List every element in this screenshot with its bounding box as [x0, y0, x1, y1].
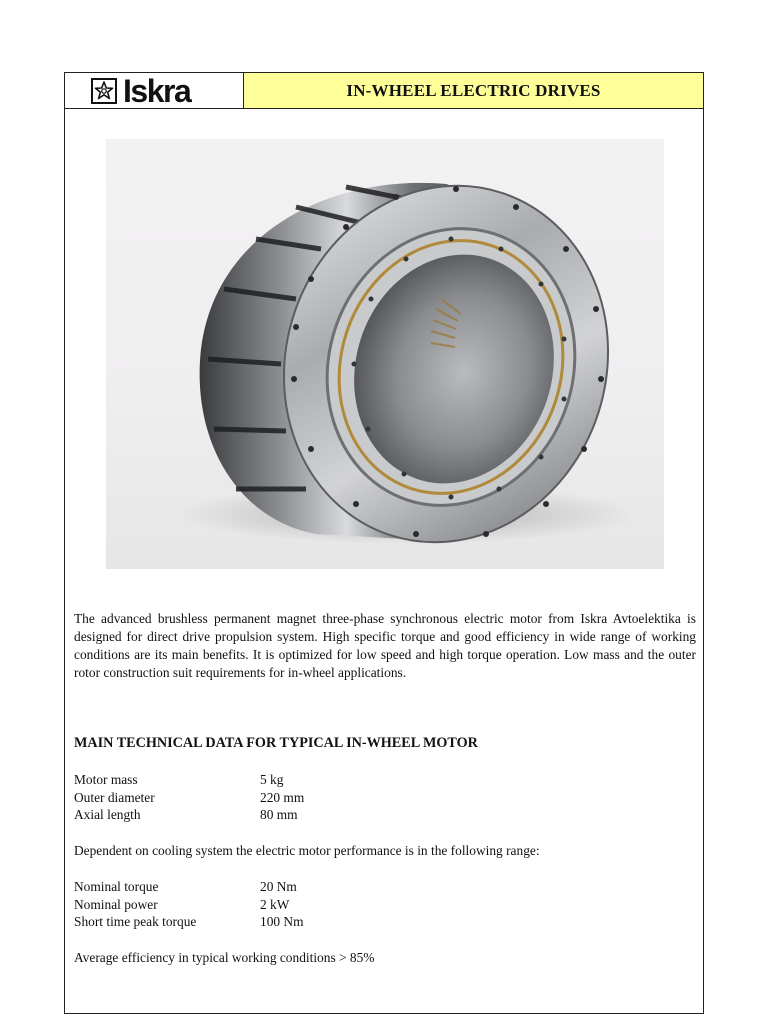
spec-value: 100 Nm: [260, 914, 304, 929]
spec-row-motor-mass: [74, 771, 696, 789]
spec-label: Outer diameter: [74, 789, 155, 805]
spec-value: 220 mm: [260, 789, 305, 805]
spec-row-peak-torque: [74, 913, 696, 931]
performance-specs: [74, 878, 696, 931]
spec-row-outer-diameter: [74, 789, 696, 807]
spec-row-axial-length: [74, 806, 696, 824]
in-wheel-motor-image: [106, 139, 664, 569]
spec-value: 80 mm: [260, 807, 298, 822]
basic-specs: [74, 771, 696, 824]
spec-row-nominal-torque: [74, 878, 696, 896]
spec-value: 20 Nm: [260, 879, 297, 894]
datasheet-page: [64, 72, 704, 1014]
spec-label: Axial length: [74, 807, 141, 822]
logo-wordmark: Iskra: [123, 72, 191, 109]
logo-cell: [65, 73, 244, 108]
motor-photo: [106, 139, 664, 569]
spec-label: Nominal torque: [74, 879, 159, 894]
spec-label: Short time peak torque: [74, 914, 197, 929]
document-title: IN-WHEEL ELECTRIC DRIVES: [244, 73, 703, 108]
spec-row-nominal-power: [74, 896, 696, 914]
section-title: MAIN TECHNICAL DATA FOR TYPICAL IN-WHEEL MOTOR: [74, 735, 478, 751]
spec-value: 5 kg: [260, 772, 284, 787]
product-description: The advanced brushless permanent magnet three-phase synchronous electric motor from Iskra Avtoelektika is designed for direct drive propulsion system. High specific torque and good efficiency in wide range of working conditions are its main benefits. It is optimized for low speed and high torque operation. Low mass and the outer rotor construction suit requirements for in-wheel applications.: [74, 611, 696, 680]
spec-label: Nominal power: [74, 896, 158, 912]
efficiency-note: Average efficiency in typical working conditions > 85%: [74, 950, 375, 965]
spec-value: 2 kW: [260, 896, 290, 912]
spec-label: Motor mass: [74, 772, 138, 787]
performance-intro: Dependent on cooling system the electric motor performance is in the following range:: [74, 843, 540, 858]
header-table: [65, 73, 703, 109]
iskra-logo-icon: [91, 78, 117, 104]
